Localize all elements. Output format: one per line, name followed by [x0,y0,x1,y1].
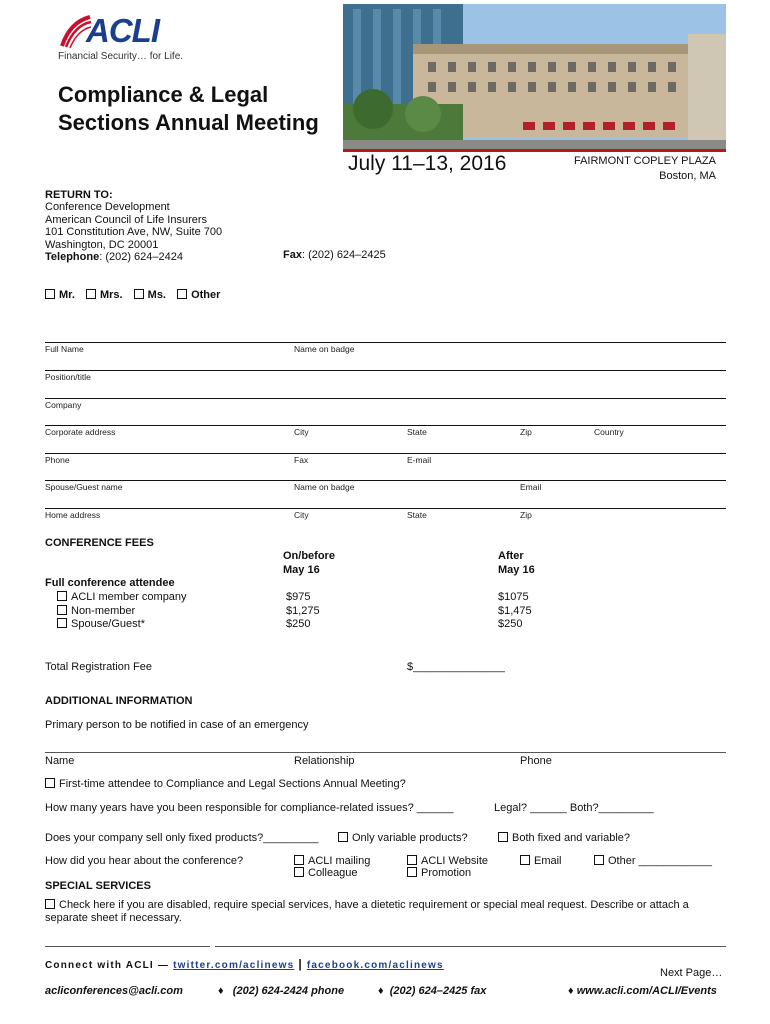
email-label: E-mail [407,455,432,465]
late-column-header: After May 16 [498,550,535,576]
hotel-photo [343,4,726,150]
total-field[interactable]: $_______________ [407,661,505,673]
emergency-relationship-label: Relationship [294,755,355,767]
additional-heading: ADDITIONAL INFORMATION [45,695,193,707]
form-line[interactable] [45,480,726,481]
checkbox[interactable] [134,289,144,299]
fee-option-nonmember[interactable]: Non-member [57,605,187,619]
hear-question: How did you hear about the conference? [45,855,244,867]
form-line[interactable] [45,370,726,371]
phone-label: Phone [45,455,70,465]
next-page: Next Page… [660,967,723,979]
facebook-link[interactable]: facebook.com/aclinews [306,960,444,971]
checkbox[interactable] [338,832,348,842]
emergency-name-label: Name [45,755,75,767]
hear-colleague[interactable]: Colleague [294,867,358,879]
salutation-mrs[interactable]: Mrs. [86,289,123,301]
checkbox[interactable] [57,605,67,615]
fee-option-member[interactable]: ACLI member company [57,591,187,605]
fee-options [57,591,187,632]
spouse-label: Spouse/Guest name [45,482,123,492]
fixed-products-question: Does your company sell only fixed products?_________ [45,832,319,844]
emergency-prompt: Primary person to be notified in case of an emergency [45,719,309,731]
early-column-header: On/before May 16 [283,550,335,576]
checkbox[interactable] [45,899,55,909]
salutation-other[interactable]: Other [177,289,220,301]
footer-email[interactable]: acliconferences@acli.com [45,985,183,997]
checkbox[interactable] [45,289,55,299]
salutation-mr[interactable]: Mr. [45,289,75,301]
first-time-option[interactable]: First-time attendee to Compliance and Legal Sections Annual Meeting? [45,778,406,790]
checkbox[interactable] [407,867,417,877]
form-line[interactable] [45,453,726,454]
checkbox[interactable] [407,855,417,865]
logo-tagline: Financial Security… for Life. [58,51,184,62]
form-line[interactable] [45,508,726,509]
total-label: Total Registration Fee [45,661,152,673]
home-state-label: State [407,510,427,520]
state-label: State [407,427,427,437]
checkbox[interactable] [86,289,96,299]
hear-acli-website[interactable]: ACLI Website [407,855,488,867]
years-question: How many years have you been responsible for compliance-related issues? ______ [45,802,454,814]
city-label: City [294,427,309,437]
acli-logo [58,14,198,64]
form-line[interactable] [45,425,726,426]
legal-both-question: Legal? ______ Both?_________ [494,802,654,814]
diamond-icon: ♦ [568,985,574,997]
full-name-label: Full Name [45,344,84,354]
return-address: RETURN TO: Conference Development American Council of Life Insurers 101 Constitution Ave, NW, Suite 700 Washington, DC 20001 Telephone: (202) 624–2424 [45,189,223,264]
emergency-line[interactable] [45,752,726,753]
logo-text: ACLI [86,12,159,49]
footer-web[interactable]: ♦ www.acli.com/ACLI/Events [568,985,717,997]
both-products-option[interactable]: Both fixed and variable? [498,832,630,844]
country-label: Country [594,427,624,437]
zip-label: Zip [520,427,532,437]
checkbox[interactable] [45,778,55,788]
form-line[interactable] [45,342,726,343]
position-label: Position/title [45,372,91,382]
footer-phone: ♦ (202) 624-2424 phone [218,985,345,997]
checkbox[interactable] [520,855,530,865]
signature-line[interactable] [45,946,210,947]
hear-email[interactable]: Email [520,855,562,867]
fee-option-spouse[interactable]: Spouse/Guest* [57,618,187,632]
fee-group-label: Full conference attendee [45,577,175,589]
checkbox[interactable] [294,855,304,865]
checkbox[interactable] [57,591,67,601]
hear-acli-mailing[interactable]: ACLI mailing [294,855,370,867]
late-fees: $1075 $1,475 $250 [498,591,532,630]
special-heading: SPECIAL SERVICES [45,880,151,892]
checkbox[interactable] [594,855,604,865]
guest-badge-label: Name on badge [294,482,355,492]
fax-number: Fax: (202) 624–2425 [283,249,386,261]
twitter-link[interactable]: twitter.com/aclinews [173,960,295,971]
checkbox[interactable] [294,867,304,877]
home-zip-label: Zip [520,510,532,520]
fees-heading: CONFERENCE FEES [45,537,154,549]
company-label: Company [45,400,82,410]
salutation-options [45,289,228,301]
checkbox[interactable] [177,289,187,299]
variable-products-option[interactable]: Only variable products? [338,832,468,844]
checkbox[interactable] [57,618,67,628]
home-city-label: City [294,510,309,520]
salutation-ms[interactable]: Ms. [134,289,166,301]
diamond-icon: ♦ [218,985,224,997]
early-fees: $975 $1,275 $250 [286,591,320,630]
checkbox[interactable] [498,832,508,842]
emergency-phone-label: Phone [520,755,552,767]
corporate-address-label: Corporate address [45,427,116,437]
home-address-label: Home address [45,510,101,520]
badge-name-label: Name on badge [294,344,355,354]
hear-other[interactable]: Other ____________ [594,855,712,867]
guest-email-label: Email [520,482,542,492]
form-line[interactable] [45,398,726,399]
event-date: July 11–13, 2016 [348,152,507,175]
social-links: Connect with ACLI — twitter.com/aclinews | facebook.com/aclinews [45,957,444,971]
fax-label: Fax [294,455,309,465]
footer-fax: ♦ (202) 624–2425 fax [378,985,487,997]
page-title: Compliance & Legal Sections Annual Meeting [58,82,319,135]
special-services-option[interactable]: Check here if you are disabled, require special services, have a dietetic requirement or special meal request. Describe or attach a separate sheet if necessary. [45,899,689,924]
description-line[interactable] [215,946,726,947]
diamond-icon: ♦ [378,985,384,997]
venue: FAIRMONT COPLEY PLAZA Boston, MA [573,155,716,182]
hear-promotion[interactable]: Promotion [407,867,471,879]
